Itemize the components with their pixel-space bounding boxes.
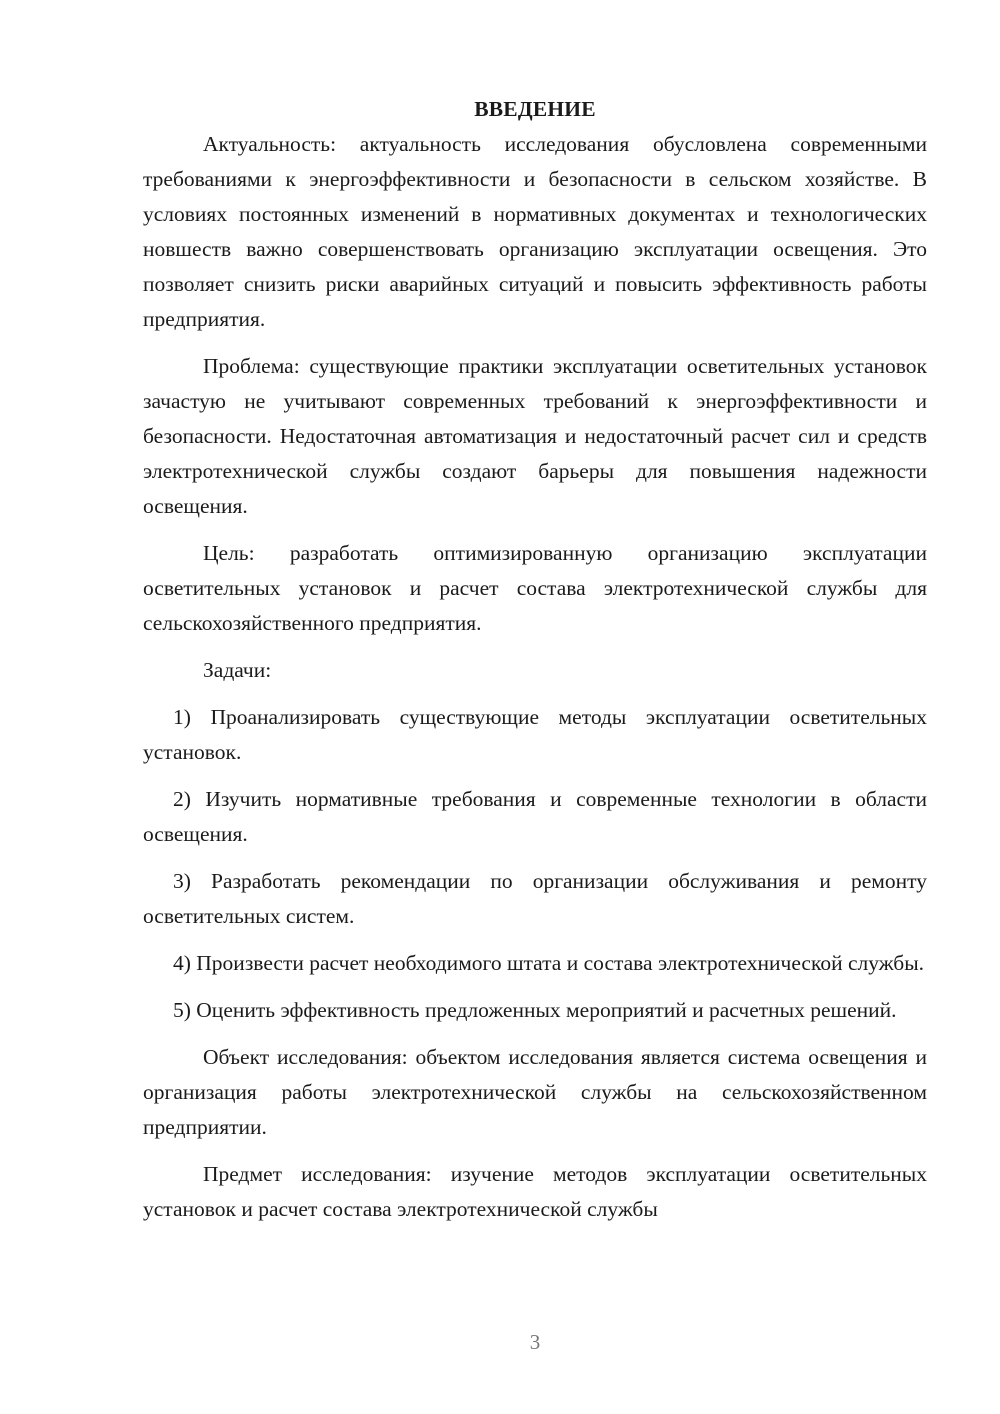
task-item-2: 2) Изучить нормативные требования и современные технологии в области освещения.	[143, 787, 927, 846]
task-item-4: 4) Произвести расчет необходимого штата и состава электротехнической службы.	[173, 951, 925, 975]
task-item-3: 3) Разработать рекомендации по организации обслуживания и ремонту осветительных систем.	[143, 869, 927, 928]
paragraph-object: Объект исследования: объектом исследования является система освещения и организация работы электротехнической службы на сельскохозяйственном предприятии.	[143, 1045, 927, 1139]
task-item-1: 1) Проанализировать существующие методы эксплуатации осветительных установок.	[143, 705, 927, 764]
paragraph-problem: Проблема: существующие практики эксплуатации осветительных установок зачастую не учитывают современных требований к энергоэффективности и безопасности. Недостаточная автоматизация и недостаточный расчет сил и средств электротехнической службы создают барьеры для повышения надежности освещения.	[143, 354, 927, 518]
paragraph-subject: Предмет исследования: изучение методов эксплуатации осветительных установок и расчет состава электротехнической службы	[143, 1162, 927, 1221]
tasks-heading: Задачи:	[203, 658, 272, 682]
document-page	[143, 92, 927, 1227]
page-number: 3	[529, 1330, 541, 1354]
task-item-5: 5) Оценить эффективность предложенных мероприятий и расчетных решений.	[173, 998, 897, 1022]
paragraph-goal: Цель: разработать оптимизированную организацию эксплуатации осветительных установок и расчет состава электротехнической службы для сельскохозяйственного предприятия.	[143, 541, 927, 635]
page-title: ВВЕДЕНИЕ	[474, 97, 596, 121]
paragraph-relevance: Актуальность: актуальность исследования обусловлена современными требованиями к энергоэффективности и безопасности в сельском хозяйстве. В условиях постоянных изменений в нормативных документах и технологических новшеств важно совершенствовать организацию эксплуатации освещения. Это позволяет снизить риски аварийных ситуаций и повысить эффективность работы предприятия.	[143, 132, 927, 331]
